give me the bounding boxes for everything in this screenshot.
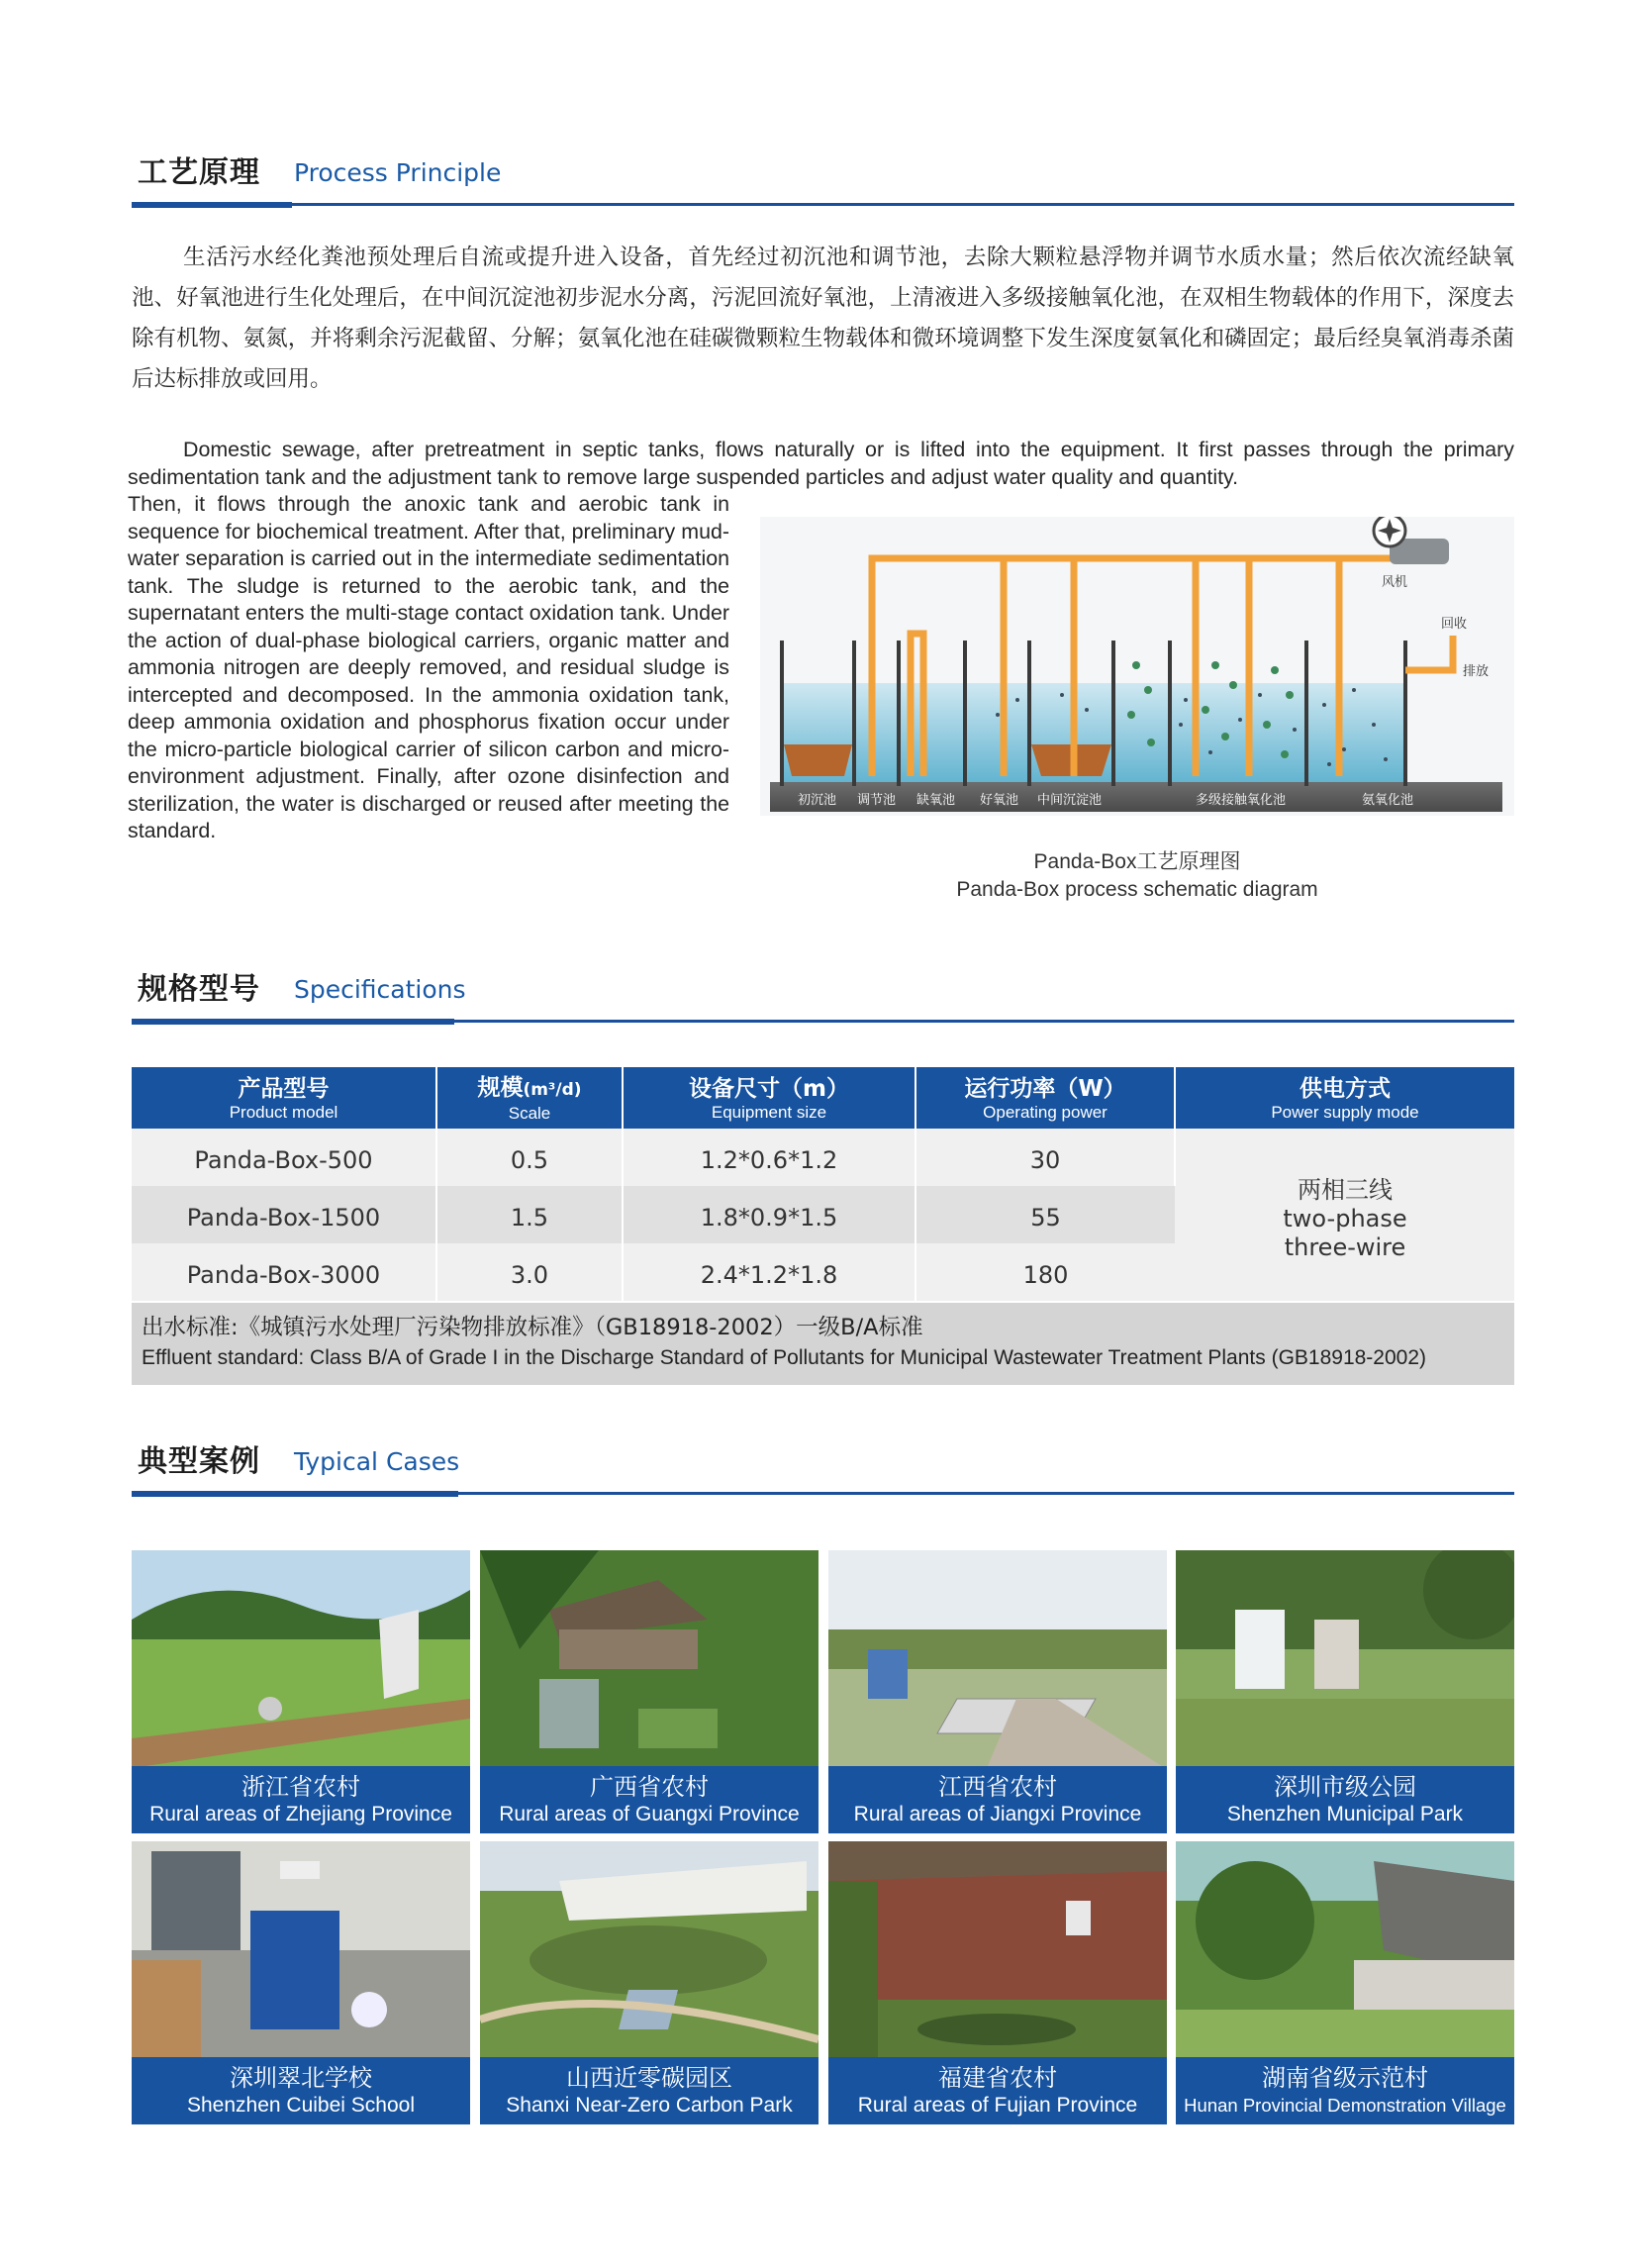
case-photo	[828, 1550, 1167, 1768]
case-caption: 福建省农村 Rural areas of Fujian Province	[828, 2057, 1167, 2124]
cell-scale: 0.5	[436, 1129, 623, 1186]
tank-label-anoxic: 缺氧池	[916, 793, 956, 808]
heading-underline-accent	[132, 1491, 458, 1497]
cell-size: 1.8*0.9*1.5	[623, 1186, 915, 1243]
tank-label-aerobic: 好氧池	[980, 793, 1019, 808]
effluent-standard-en: Effluent standard: Class B/A of Grade I in the Discharge Standard of Pollutants for Municipal Wastewater Treatment Plants (GB18918-2002)	[142, 1346, 1427, 1369]
cell-power: 180	[915, 1243, 1175, 1301]
case-card	[828, 1841, 1167, 2124]
specs-title-en: Specifications	[294, 975, 466, 1004]
case-photo	[1176, 1841, 1514, 2059]
case-caption: 广西省农村 Rural areas of Guangxi Province	[480, 1766, 818, 1833]
tank-label-ammonia-oxidation: 氨氧化池	[1362, 793, 1414, 808]
cell-power: 30	[915, 1129, 1175, 1186]
effluent-standard-band	[132, 1303, 1514, 1385]
cases-title-cn: 典型案例	[138, 1444, 260, 1479]
cell-model: Panda-Box-1500	[132, 1186, 436, 1243]
specs-section-header	[132, 963, 1514, 1023]
cell-power: 55	[915, 1186, 1175, 1243]
diagram-caption	[760, 848, 1514, 904]
specifications-table	[132, 1067, 1514, 1301]
diagram-caption-en: Panda-Box process schematic diagram	[956, 878, 1318, 901]
process-description-en-left: Then, it flows through the anoxic tank and aerobic tank in sequence for biochemical treatment. After that, preliminary mud-water separation is carried out in the intermediate sedimentation tank. The sludge is returned to the aerobic tank, and the supernatant enters the multi-stage contact oxidation tank. Under the action of dual-phase biological carriers, organic matter and ammonia nitrogen are deeply removed, and residual sludge is intercepted and decomposed. In the ammonia oxidation tank, deep ammonia oxidation and phosphorus fixation occur under the micro-particle biological carrier of silicon carbon and micro-environment adjustment. Finally, after ozone disinfection and sterilization, the water is discharged or reused after meeting the standard.	[128, 492, 729, 842]
case-photo	[132, 1841, 470, 2059]
power-supply-en-1: two-phase	[1283, 1204, 1407, 1233]
process-description-cn: 生活污水经化粪池预处理后自流或提升进入设备，首先经过初沉池和调节池，去除大颗粒悬浮物并调节水质水量；然后依次流经缺氧池、好氧池进行生化处理后，在中间沉淀池初步泥水分离，污泥回流好氧池，上清液进入多级接触氧化池，在双相生物载体的作用下，深度去除有机物、氨氮，并将剩余污泥截留、分解；氨氧化池在硅碳微颗粒生物载体和微环境调整下发生深度氨氧化和磷固定；最后经臭氧消毒杀菌后达标排放或回用。	[132, 245, 1514, 392]
case-photo	[480, 1550, 818, 1768]
case-card	[480, 1841, 818, 2124]
case-photo	[1176, 1550, 1514, 1768]
case-card	[132, 1550, 470, 1833]
table-header-row	[132, 1067, 1514, 1129]
process-diagram-svg	[760, 517, 1514, 816]
case-photo	[828, 1841, 1167, 2059]
case-card	[828, 1550, 1167, 1833]
cell-model: Panda-Box-3000	[132, 1243, 436, 1301]
header-scale: 规模(m³/d) Scale	[436, 1067, 623, 1129]
specs-title-cn: 规格型号	[138, 972, 260, 1007]
case-photo	[480, 1841, 818, 2059]
cell-model: Panda-Box-500	[132, 1129, 436, 1186]
case-card	[1176, 1550, 1514, 1833]
diagram-caption-cn: Panda-Box工艺原理图	[1033, 850, 1241, 873]
cell-scale: 3.0	[436, 1243, 623, 1301]
case-caption: 山西近零碳园区 Shanxi Near-Zero Carbon Park	[480, 2057, 818, 2124]
cell-size: 2.4*1.2*1.8	[623, 1243, 915, 1301]
tank-label-intermediate-sedimentation: 中间沉淀池	[1037, 793, 1103, 808]
case-caption: 浙江省农村 Rural areas of Zhejiang Province	[132, 1766, 470, 1833]
effluent-standard-cn: 出水标准:《城镇污水处理厂污染物排放标准》（GB18918-2002）一级B/A标准	[142, 1315, 923, 1340]
table-row	[132, 1129, 1514, 1186]
heading-underline-accent	[132, 1019, 454, 1025]
cell-size: 1.2*0.6*1.2	[623, 1129, 915, 1186]
header-operating-power: 运行功率（W） Operating power	[915, 1067, 1175, 1129]
power-supply-en-2: three-wire	[1284, 1233, 1406, 1261]
tank-label-adjustment: 调节池	[857, 793, 897, 808]
process-section-header	[132, 147, 1514, 206]
heading-underline-accent	[132, 202, 292, 208]
cases-section-header	[132, 1435, 1514, 1495]
case-caption: 深圳市级公园 Shenzhen Municipal Park	[1176, 1766, 1514, 1833]
recycle-label: 回收	[1441, 617, 1468, 632]
header-product-model: 产品型号 Product model	[132, 1067, 436, 1129]
case-card	[480, 1550, 818, 1833]
case-caption: 江西省农村 Rural areas of Jiangxi Province	[828, 1766, 1167, 1833]
case-caption: 深圳翠北学校 Shenzhen Cuibei School	[132, 2057, 470, 2124]
header-power-supply: 供电方式 Power supply mode	[1175, 1067, 1514, 1129]
case-caption: 湖南省级示范村 Hunan Provincial Demonstration Village	[1176, 2057, 1514, 2124]
case-card	[132, 1841, 470, 2124]
header-equipment-size: 设备尺寸（m） Equipment size	[623, 1067, 915, 1129]
power-supply-cn: 两相三线	[1298, 1175, 1393, 1204]
tank-label-primary-sedimentation: 初沉池	[798, 793, 837, 808]
case-card	[1176, 1841, 1514, 2124]
process-title-cn: 工艺原理	[138, 155, 260, 190]
case-photo	[132, 1550, 470, 1768]
discharge-label: 排放	[1463, 664, 1490, 679]
blower-label: 风机	[1382, 575, 1408, 590]
tank-label-contact-oxidation: 多级接触氧化池	[1196, 793, 1287, 808]
cell-scale: 1.5	[436, 1186, 623, 1243]
process-description-en-top: Domestic sewage, after pretreatment in septic tanks, flows naturally or is lifted into the equipment. It first passes through the primary sedimentation tank and the adjustment tank to remove large suspended particles and adjust water quality and quantity.	[128, 438, 1514, 489]
process-title-en: Process Principle	[294, 158, 502, 187]
cases-title-en: Typical Cases	[294, 1447, 460, 1476]
cell-power-supply	[1175, 1129, 1514, 1301]
process-schematic-diagram	[760, 517, 1514, 816]
